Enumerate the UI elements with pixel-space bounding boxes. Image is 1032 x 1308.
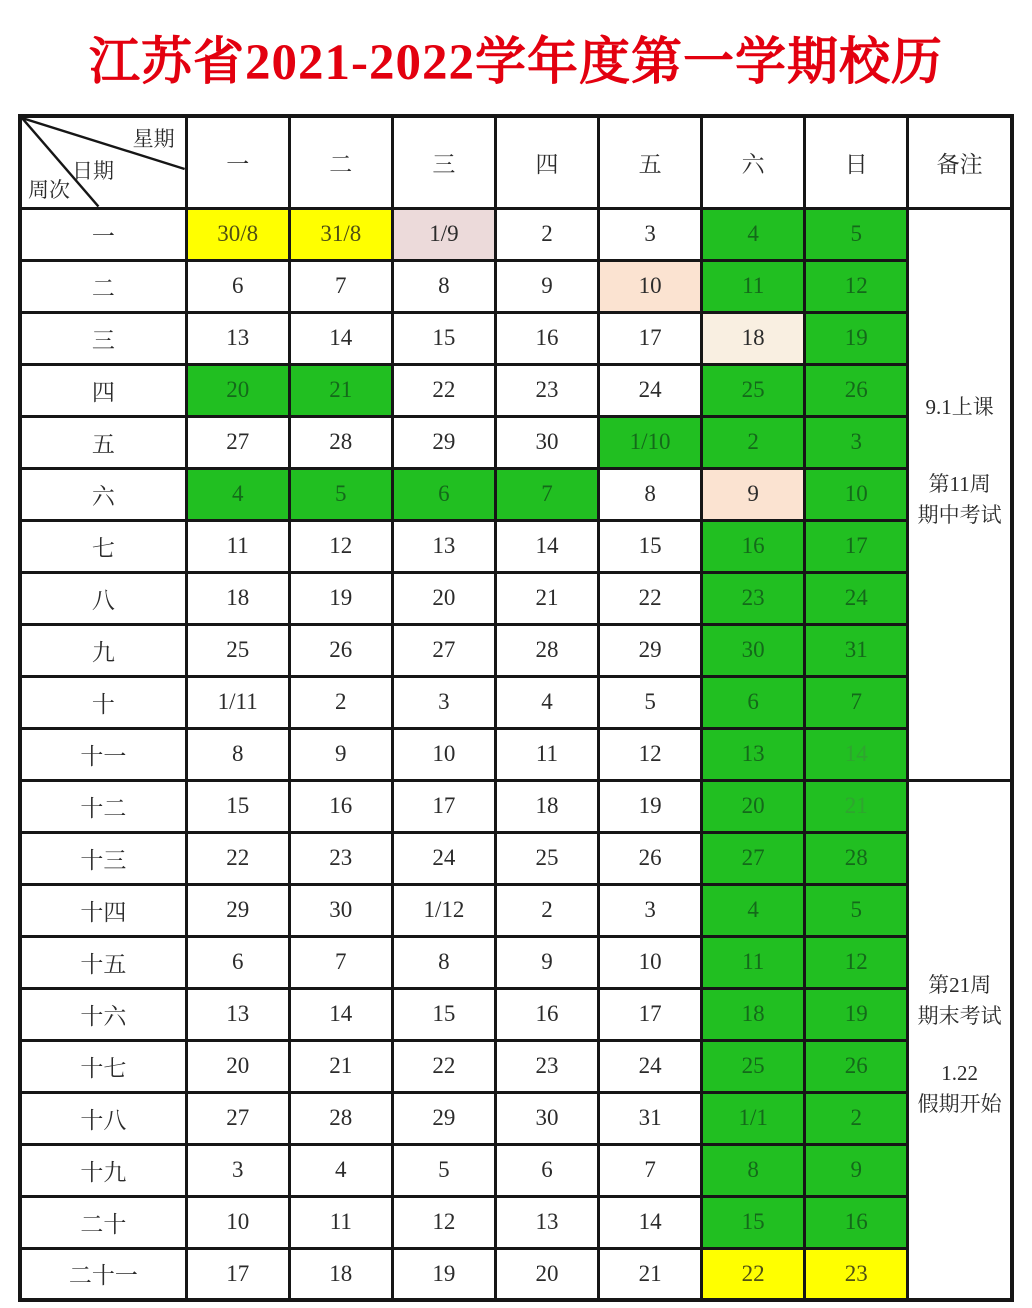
day-cell: 23 xyxy=(289,832,392,884)
day-cell: 10 xyxy=(805,468,908,520)
week-label: 二十一 xyxy=(20,1248,186,1300)
day-cell: 26 xyxy=(289,624,392,676)
remark-line: 期末考试 xyxy=(917,1003,1002,1028)
day-cell: 24 xyxy=(599,364,702,416)
day-cell: 22 xyxy=(599,572,702,624)
table-row xyxy=(20,416,1012,468)
remarks-header: 备注 xyxy=(908,116,1012,208)
day-cell: 14 xyxy=(599,1196,702,1248)
week-label: 十四 xyxy=(20,884,186,936)
day-cell: 9 xyxy=(805,1144,908,1196)
day-cell: 23 xyxy=(805,1248,908,1300)
day-cell: 8 xyxy=(599,468,702,520)
day-cell: 2 xyxy=(702,416,805,468)
day-cell: 25 xyxy=(702,1040,805,1092)
header-row xyxy=(20,116,1012,208)
day-cell: 19 xyxy=(805,988,908,1040)
remark-line: 第21周 xyxy=(928,972,992,997)
day-cell: 6 xyxy=(495,1144,598,1196)
day-cell: 22 xyxy=(392,364,495,416)
day-cell: 28 xyxy=(289,416,392,468)
day-cell: 11 xyxy=(186,520,289,572)
day-cell: 3 xyxy=(392,676,495,728)
day-cell: 4 xyxy=(702,884,805,936)
week-label: 九 xyxy=(20,624,186,676)
day-cell: 9 xyxy=(495,260,598,312)
day-cell: 21 xyxy=(599,1248,702,1300)
table-row xyxy=(20,728,1012,780)
day-cell: 20 xyxy=(392,572,495,624)
col-header-sun: 日 xyxy=(805,116,908,208)
day-cell: 15 xyxy=(599,520,702,572)
day-cell: 14 xyxy=(805,728,908,780)
corner-label-week-no: 周次 xyxy=(28,177,70,202)
day-cell: 29 xyxy=(392,416,495,468)
day-cell: 12 xyxy=(805,260,908,312)
day-cell: 23 xyxy=(702,572,805,624)
day-cell: 24 xyxy=(805,572,908,624)
col-header-tue: 二 xyxy=(289,116,392,208)
table-row xyxy=(20,520,1012,572)
week-label: 十一 xyxy=(20,728,186,780)
week-label: 八 xyxy=(20,572,186,624)
day-cell: 19 xyxy=(392,1248,495,1300)
day-cell: 1/12 xyxy=(392,884,495,936)
day-cell: 9 xyxy=(495,936,598,988)
remark-line: 9.1上课 xyxy=(925,394,994,419)
day-cell: 27 xyxy=(702,832,805,884)
day-cell: 11 xyxy=(702,260,805,312)
day-cell: 13 xyxy=(495,1196,598,1248)
day-cell: 30 xyxy=(289,884,392,936)
remark-line: 假期开始 xyxy=(917,1091,1002,1116)
day-cell: 3 xyxy=(599,884,702,936)
day-cell: 23 xyxy=(495,1040,598,1092)
day-cell: 27 xyxy=(392,624,495,676)
day-cell: 26 xyxy=(599,832,702,884)
day-cell: 31 xyxy=(805,624,908,676)
day-cell: 5 xyxy=(392,1144,495,1196)
day-cell: 13 xyxy=(392,520,495,572)
table-row xyxy=(20,1196,1012,1248)
day-cell: 14 xyxy=(289,312,392,364)
table-row xyxy=(20,572,1012,624)
day-cell: 20 xyxy=(702,780,805,832)
table-row xyxy=(20,312,1012,364)
day-cell: 25 xyxy=(495,832,598,884)
day-cell: 5 xyxy=(805,208,908,260)
week-label: 三 xyxy=(20,312,186,364)
day-cell: 12 xyxy=(599,728,702,780)
table-row xyxy=(20,832,1012,884)
table-row xyxy=(20,676,1012,728)
day-cell: 21 xyxy=(495,572,598,624)
day-cell: 16 xyxy=(495,312,598,364)
day-cell: 10 xyxy=(599,260,702,312)
day-cell: 19 xyxy=(805,312,908,364)
day-cell: 20 xyxy=(186,364,289,416)
corner-cell xyxy=(20,116,186,208)
day-cell: 29 xyxy=(392,1092,495,1144)
day-cell: 30/8 xyxy=(186,208,289,260)
day-cell: 29 xyxy=(186,884,289,936)
table-row xyxy=(20,260,1012,312)
col-header-fri: 五 xyxy=(599,116,702,208)
table-row xyxy=(20,468,1012,520)
week-label: 七 xyxy=(20,520,186,572)
col-header-wed: 三 xyxy=(392,116,495,208)
day-cell: 27 xyxy=(186,1092,289,1144)
day-cell: 6 xyxy=(392,468,495,520)
week-label: 五 xyxy=(20,416,186,468)
day-cell: 7 xyxy=(805,676,908,728)
day-cell: 18 xyxy=(186,572,289,624)
day-cell: 12 xyxy=(805,936,908,988)
day-cell: 26 xyxy=(805,1040,908,1092)
day-cell: 8 xyxy=(392,936,495,988)
day-cell: 20 xyxy=(495,1248,598,1300)
day-cell: 5 xyxy=(289,468,392,520)
week-label: 十二 xyxy=(20,780,186,832)
day-cell: 4 xyxy=(702,208,805,260)
day-cell: 17 xyxy=(186,1248,289,1300)
day-cell: 1/9 xyxy=(392,208,495,260)
day-cell: 30 xyxy=(495,416,598,468)
day-cell: 15 xyxy=(186,780,289,832)
day-cell: 3 xyxy=(186,1144,289,1196)
day-cell: 27 xyxy=(186,416,289,468)
week-label: 十九 xyxy=(20,1144,186,1196)
day-cell: 6 xyxy=(702,676,805,728)
day-cell: 3 xyxy=(599,208,702,260)
day-cell: 8 xyxy=(702,1144,805,1196)
page-title: 江苏省2021-2022学年度第一学期校历 xyxy=(89,35,943,91)
day-cell: 1/1 xyxy=(702,1092,805,1144)
day-cell: 17 xyxy=(599,988,702,1040)
table-row xyxy=(20,624,1012,676)
day-cell: 11 xyxy=(289,1196,392,1248)
week-label: 一 xyxy=(20,208,186,260)
week-label: 十七 xyxy=(20,1040,186,1092)
day-cell: 29 xyxy=(599,624,702,676)
table-row xyxy=(20,1144,1012,1196)
day-cell: 30 xyxy=(495,1092,598,1144)
day-cell: 14 xyxy=(495,520,598,572)
week-label: 十五 xyxy=(20,936,186,988)
day-cell: 2 xyxy=(805,1092,908,1144)
day-cell: 8 xyxy=(186,728,289,780)
day-cell: 20 xyxy=(186,1040,289,1092)
day-cell: 5 xyxy=(599,676,702,728)
day-cell: 1/10 xyxy=(599,416,702,468)
day-cell: 31/8 xyxy=(289,208,392,260)
day-cell: 19 xyxy=(289,572,392,624)
table-row xyxy=(20,1040,1012,1092)
day-cell: 28 xyxy=(805,832,908,884)
day-cell: 16 xyxy=(495,988,598,1040)
table-row xyxy=(20,988,1012,1040)
day-cell: 9 xyxy=(289,728,392,780)
day-cell: 15 xyxy=(702,1196,805,1248)
day-cell: 25 xyxy=(186,624,289,676)
day-cell: 19 xyxy=(599,780,702,832)
table-row xyxy=(20,884,1012,936)
table-row xyxy=(20,1092,1012,1144)
day-cell: 4 xyxy=(495,676,598,728)
week-label: 十三 xyxy=(20,832,186,884)
day-cell: 4 xyxy=(289,1144,392,1196)
day-cell: 3 xyxy=(805,416,908,468)
day-cell: 13 xyxy=(186,988,289,1040)
day-cell: 30 xyxy=(702,624,805,676)
day-cell: 12 xyxy=(392,1196,495,1248)
day-cell: 21 xyxy=(289,364,392,416)
day-cell: 25 xyxy=(702,364,805,416)
day-cell: 22 xyxy=(186,832,289,884)
day-cell: 13 xyxy=(186,312,289,364)
col-header-thu: 四 xyxy=(495,116,598,208)
day-cell: 8 xyxy=(392,260,495,312)
day-cell: 15 xyxy=(392,312,495,364)
day-cell: 22 xyxy=(702,1248,805,1300)
day-cell: 24 xyxy=(392,832,495,884)
day-cell: 17 xyxy=(599,312,702,364)
day-cell: 10 xyxy=(186,1196,289,1248)
col-header-mon: 一 xyxy=(186,116,289,208)
day-cell: 18 xyxy=(289,1248,392,1300)
day-cell: 17 xyxy=(392,780,495,832)
day-cell: 28 xyxy=(495,624,598,676)
corner-label-date: 日期 xyxy=(72,159,114,183)
day-cell: 23 xyxy=(495,364,598,416)
week-label: 十八 xyxy=(20,1092,186,1144)
remark-line: 期中考试 xyxy=(917,502,1002,527)
table-row xyxy=(20,208,1012,260)
day-cell: 24 xyxy=(599,1040,702,1092)
day-cell: 10 xyxy=(392,728,495,780)
day-cell: 28 xyxy=(289,1092,392,1144)
day-cell: 18 xyxy=(702,988,805,1040)
week-label: 六 xyxy=(20,468,186,520)
day-cell: 21 xyxy=(289,1040,392,1092)
day-cell: 2 xyxy=(495,884,598,936)
table-row xyxy=(20,936,1012,988)
day-cell: 16 xyxy=(805,1196,908,1248)
remarks-cell xyxy=(908,208,1012,780)
day-cell: 7 xyxy=(289,936,392,988)
day-cell: 5 xyxy=(805,884,908,936)
day-cell: 18 xyxy=(702,312,805,364)
day-cell: 15 xyxy=(392,988,495,1040)
day-cell: 21 xyxy=(805,780,908,832)
day-cell: 10 xyxy=(599,936,702,988)
week-label: 二十 xyxy=(20,1196,186,1248)
day-cell: 7 xyxy=(495,468,598,520)
day-cell: 7 xyxy=(599,1144,702,1196)
col-header-sat: 六 xyxy=(702,116,805,208)
week-label: 十六 xyxy=(20,988,186,1040)
day-cell: 22 xyxy=(392,1040,495,1092)
week-label: 十 xyxy=(20,676,186,728)
day-cell: 11 xyxy=(495,728,598,780)
day-cell: 1/11 xyxy=(186,676,289,728)
day-cell: 7 xyxy=(289,260,392,312)
day-cell: 9 xyxy=(702,468,805,520)
day-cell: 6 xyxy=(186,936,289,988)
day-cell: 2 xyxy=(495,208,598,260)
day-cell: 16 xyxy=(702,520,805,572)
day-cell: 12 xyxy=(289,520,392,572)
calendar-table xyxy=(18,114,1014,1302)
corner-label-weekday: 星期 xyxy=(132,127,175,151)
day-cell: 11 xyxy=(702,936,805,988)
remark-line: 1.22 xyxy=(941,1060,979,1085)
week-label: 二 xyxy=(20,260,186,312)
week-label: 四 xyxy=(20,364,186,416)
day-cell: 18 xyxy=(495,780,598,832)
day-cell: 16 xyxy=(289,780,392,832)
day-cell: 17 xyxy=(805,520,908,572)
day-cell: 2 xyxy=(289,676,392,728)
day-cell: 31 xyxy=(599,1092,702,1144)
table-row xyxy=(20,364,1012,416)
day-cell: 26 xyxy=(805,364,908,416)
day-cell: 4 xyxy=(186,468,289,520)
day-cell: 6 xyxy=(186,260,289,312)
table-row xyxy=(20,780,1012,832)
table-row xyxy=(20,1248,1012,1300)
remark-line: 第11周 xyxy=(928,471,991,496)
day-cell: 14 xyxy=(289,988,392,1040)
remarks-cell xyxy=(908,780,1012,1300)
day-cell: 13 xyxy=(702,728,805,780)
